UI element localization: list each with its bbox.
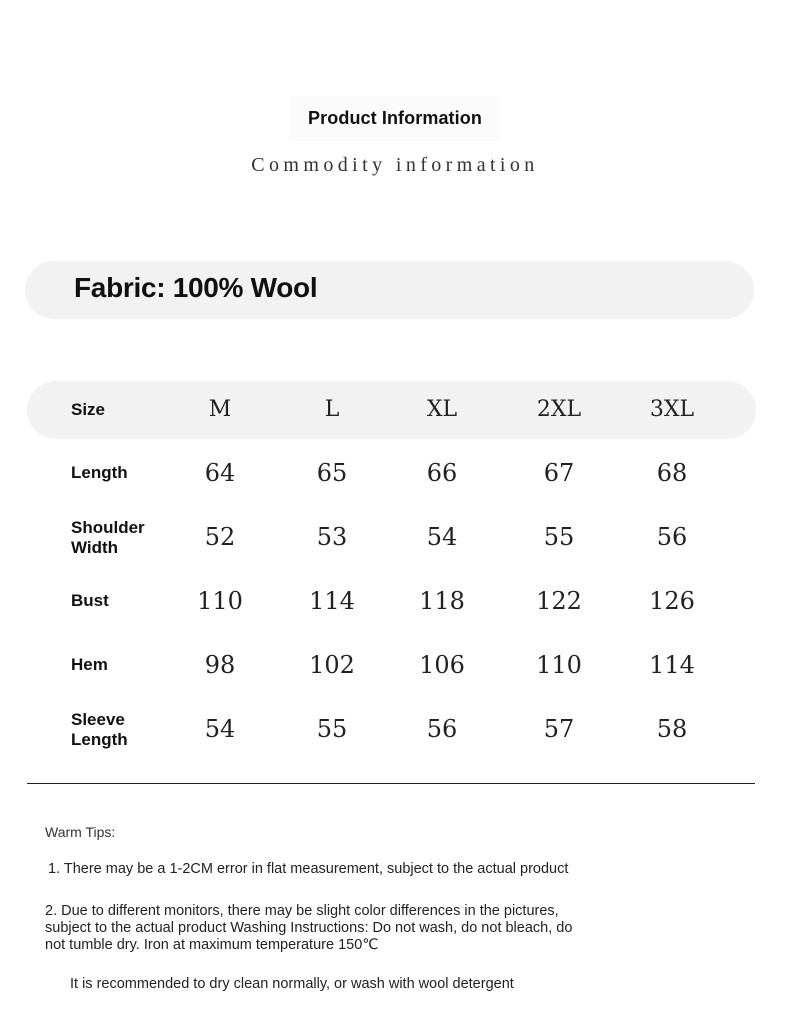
tip-item: It is recommended to dry clean normally, or wash with wool detergent <box>70 976 514 992</box>
size-column-header: 2XL <box>536 397 582 422</box>
table-cell: 55 <box>543 523 575 551</box>
size-column-header: L <box>324 397 340 422</box>
table-cell: 55 <box>316 715 348 743</box>
row-label-line: Shoulder <box>71 518 145 537</box>
size-column-header: XL <box>426 397 458 422</box>
table-cell: 114 <box>309 587 355 615</box>
table-cell: 118 <box>419 587 465 615</box>
table-cell: 57 <box>543 715 575 743</box>
table-cell: 58 <box>656 715 688 743</box>
table-row-length <box>27 444 756 502</box>
table-row-bust <box>27 572 756 630</box>
fabric-banner <box>25 261 754 319</box>
table-cell: 68 <box>656 459 688 487</box>
table-cell: 126 <box>649 587 695 615</box>
size-column-header: 3XL <box>649 397 695 422</box>
table-cell: 54 <box>426 523 458 551</box>
table-cell: 65 <box>316 459 348 487</box>
size-header-label: Size <box>71 400 106 419</box>
table-cell: 106 <box>419 651 465 679</box>
table-row-shoulder-width <box>27 508 756 566</box>
size-column-header: M <box>208 397 232 422</box>
title-area <box>0 96 790 141</box>
row-label <box>71 518 171 558</box>
row-label <box>71 710 171 750</box>
table-cell: 53 <box>316 523 348 551</box>
table-cell: 56 <box>426 715 458 743</box>
table-row-hem <box>27 636 756 694</box>
table-cell: 52 <box>204 523 236 551</box>
row-label: Hem <box>71 655 108 674</box>
table-cell: 114 <box>649 651 695 679</box>
tip-item: 1. There may be a 1-2CM error in flat measurement, subject to the actual product <box>48 861 569 877</box>
row-label-line: Length <box>71 730 128 749</box>
tips-title: Warm Tips: <box>45 824 116 840</box>
table-cell: 122 <box>536 587 582 615</box>
fabric-label: Fabric: 100% Wool <box>74 272 318 303</box>
table-cell: 67 <box>543 459 575 487</box>
divider <box>27 783 755 784</box>
size-table-header <box>27 381 756 439</box>
row-label: Bust <box>71 591 109 610</box>
page-subtitle: Commodity information <box>251 154 539 176</box>
table-cell: 110 <box>536 651 582 679</box>
table-cell: 64 <box>204 459 236 487</box>
table-row-sleeve-length <box>27 700 756 758</box>
tip-item: 2. Due to different monitors, there may be slight color differences in the pictures, subject to the actual product Washing Instructions: Do not wash, do not bleach, do not tumble dry. Iron at maximum temperature 150℃ <box>45 903 573 953</box>
table-cell: 54 <box>204 715 236 743</box>
table-cell: 98 <box>204 651 236 679</box>
table-cell: 56 <box>656 523 688 551</box>
row-label: Length <box>71 463 128 482</box>
row-label-line: Sleeve <box>71 710 125 729</box>
table-cell: 66 <box>426 459 458 487</box>
table-cell: 102 <box>309 651 355 679</box>
row-label-line: Width <box>71 538 119 557</box>
table-cell: 110 <box>197 587 243 615</box>
page-title: Product Information <box>290 96 500 141</box>
